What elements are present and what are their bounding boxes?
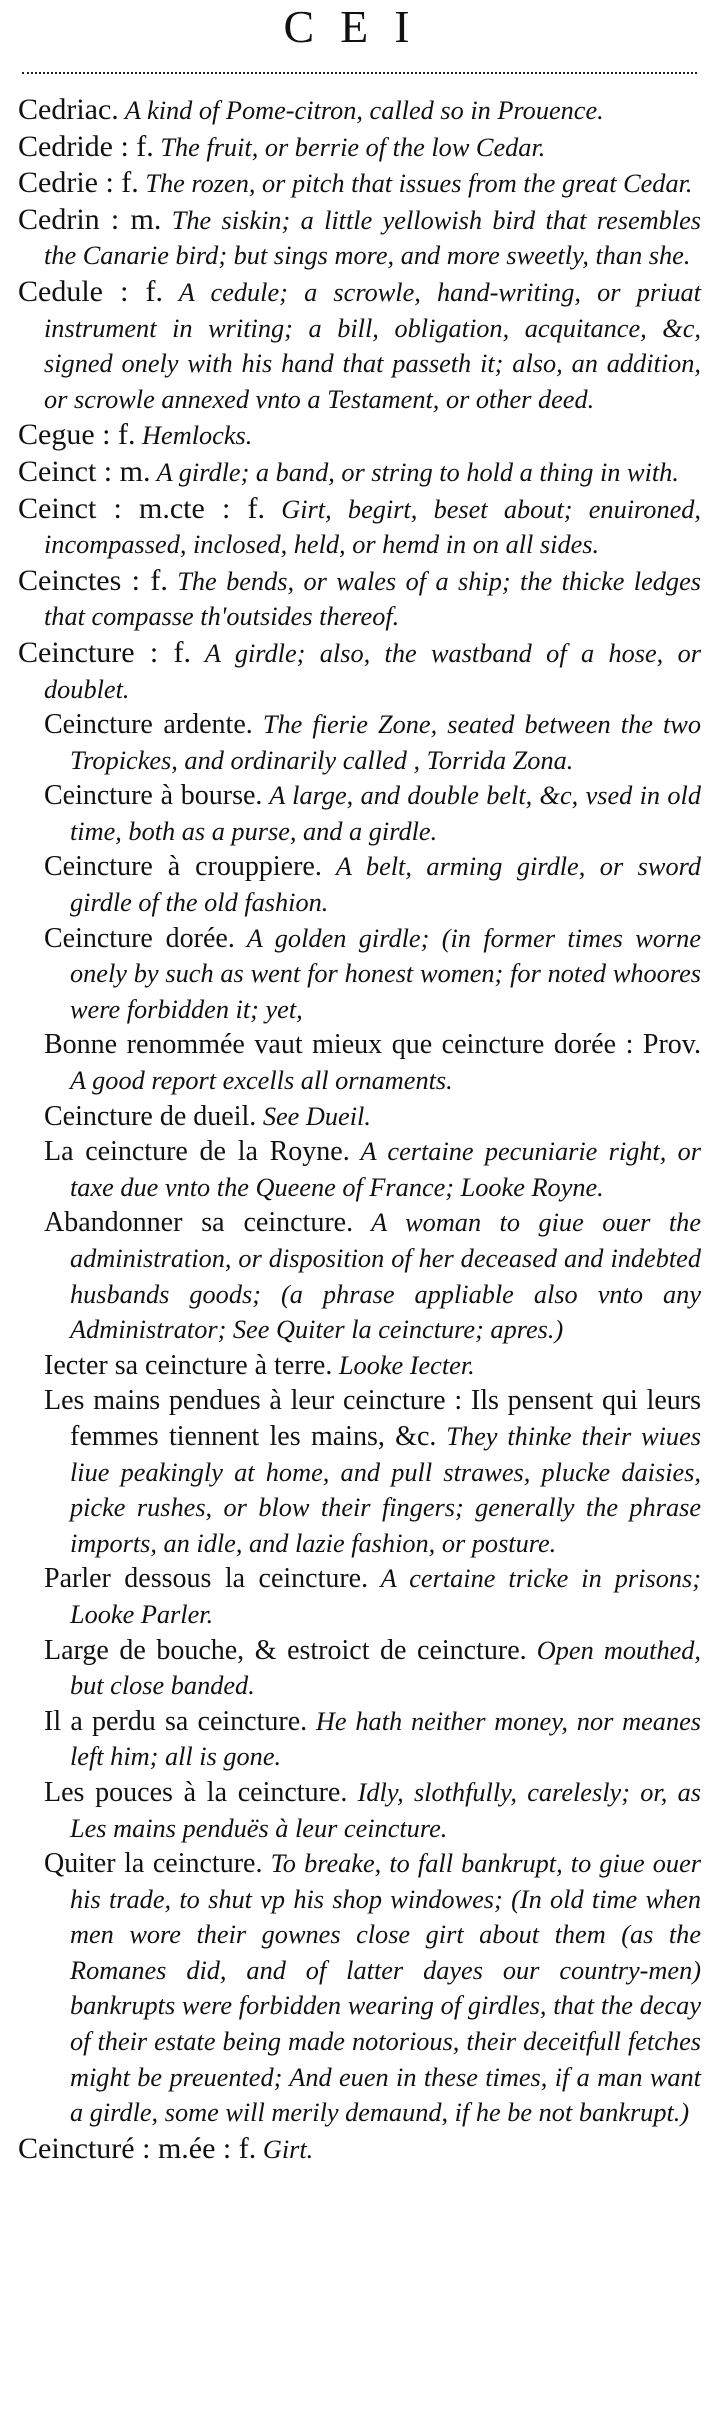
entry-headword: Abandonner sa ceincture.: [44, 1207, 354, 1239]
entry-headword: Ceincture de dueil.: [44, 1100, 257, 1132]
entry-definition: A cedule; a scrowle, hand-writing, or priuat instrument in writing; a bill, obligation, acquitance, &c, signed onely with his hand that passeth it; also, an addition, or scrowle annexed vnto a Testament, or other deed.: [44, 277, 701, 414]
dictionary-entry: [18, 454, 701, 491]
entry-headword: Ceinctes : f.: [18, 563, 168, 597]
entry-headword: Ceincture dorée.: [44, 922, 235, 954]
entry-definition: Open mouthed, but close banded.: [70, 1635, 702, 1701]
entry-definition: Hemlocks.: [135, 421, 253, 451]
dictionary-entry: [18, 491, 701, 563]
sub-entry: [18, 1027, 701, 1098]
sub-entry: [18, 1099, 701, 1135]
entry-headword: Les pouces à la ceincture.: [44, 1776, 348, 1808]
sub-entry: [18, 1846, 701, 2131]
entry-definition: He hath neither money, nor meanes left him; all is gone.: [70, 1706, 701, 1772]
sub-entry: [18, 921, 701, 1028]
entry-definition: The bends, or wales of a ship; the thicke ledges that compasse th'outsides thereof.: [44, 566, 701, 632]
entry-headword: Cedrin : m.: [18, 202, 162, 236]
entry-definition: Girt, begirt, beset about; enuironed, incompassed, inclosed, held, or hemd in on all sides.: [44, 494, 701, 560]
entry-definition: A woman to giue ouer the administration, or disposition of her deceased and indebted husbands goods; (a phrase appliable also vnto any Administrator; See Quiter la ceincture; apres.): [70, 1208, 701, 1345]
sub-entry: [18, 1134, 701, 1205]
sub-entry: [18, 1561, 701, 1632]
sub-entry: [18, 1633, 701, 1704]
entry-headword: Ceinct : m.: [18, 454, 151, 488]
entry-definition: A large, and double belt, &c, vsed in old time, both as a purse, and a girdle.: [70, 781, 701, 846]
entry-definition: A certaine tricke in prisons; Looke Parler.: [70, 1564, 701, 1629]
entry-definition: A kind of Pome-citron, called so in Prouence.: [118, 96, 604, 125]
sub-entry: [18, 1704, 701, 1775]
entry-headword: Ceincture à bourse.: [44, 780, 263, 812]
entry-headword: Quiter la ceincture.: [44, 1848, 263, 1880]
entry-definition: See Dueil.: [256, 1101, 371, 1131]
dictionary-entry: [18, 92, 701, 129]
sub-entry: [18, 849, 701, 920]
entry-list: [18, 74, 701, 2167]
dictionary-entry: [18, 563, 701, 635]
sub-entry: [18, 1348, 701, 1384]
entry-headword: Cegue : f.: [18, 418, 136, 452]
sub-entry: [18, 707, 701, 778]
entry-headword: Ceincture : f.: [18, 635, 191, 669]
entry-headword: Cedride : f.: [18, 129, 154, 163]
entry-headword: Iecter sa ceincture à terre.: [44, 1349, 333, 1381]
entry-definition: Idly, slothfully, carelesly; or, as Les mains penduës à leur ceincture.: [70, 1777, 701, 1843]
sub-entry: [18, 1383, 701, 1561]
dictionary-entry: [18, 274, 701, 417]
entry-definition: The siskin; a little yellowish bird that resembles the Canarie bird; but sings more, and more sweetly, than she.: [44, 205, 701, 271]
entry-headword: Ceincture à crouppiere.: [44, 851, 322, 883]
entry-definition: A golden girdle; (in former times worne onely by such as went for honest women; for noted whoores were forbidden it; yet,: [70, 923, 701, 1024]
entry-definition: A certaine pecuniarie right, or taxe due vnto the Queene of France; Looke Royne.: [70, 1137, 701, 1202]
entry-headword: Large de bouche, & estroict de ceincture.: [44, 1634, 527, 1666]
dictionary-entry: [18, 2131, 701, 2168]
entry-headword: Ceincture ardente.: [44, 709, 253, 741]
dictionary-entry: [18, 417, 701, 454]
dictionary-entry: [18, 202, 701, 274]
entry-definition: To breake, to fall bankrupt, to giue ouer his trade, to shut vp his shop windowes; (In old time when men wore their gownes close girt about them (as the Romanes did, and of latter dayes our country-men) bankrupts were forbidden wearing of girdles, that the decay of their estate being made notorious, their deceitfull fetches might be preuented; And euen in these times, if a man want a girdle, some will merily demaund, if he be not bankrupt.): [70, 1849, 701, 2128]
entry-headword: Cedule : f.: [18, 274, 164, 308]
sub-entry: [18, 1775, 701, 1846]
entry-headword: Cedrie : f.: [18, 166, 139, 200]
entry-definition: They thinke their wiues liue peakingly at home, and pull strawes, plucke daisies, picke rushes, or blow their fingers; generally the phrase imports, an idle, and lazie fashion, or posture.: [70, 1421, 701, 1558]
entry-headword: Il a perdu sa ceincture.: [44, 1705, 308, 1737]
entry-definition: A girdle; also, the wastband of a hose, or doublet.: [44, 638, 701, 704]
entry-headword: Ceincturé : m.ée : f.: [18, 2131, 257, 2165]
entry-definition: Looke Iecter.: [332, 1350, 475, 1380]
entry-definition: Girt.: [256, 2134, 314, 2164]
entry-headword: La ceincture de la Royne.: [44, 1136, 350, 1168]
entry-definition: A good report excells all ornaments.: [70, 1066, 453, 1096]
sub-entry: [18, 1205, 701, 1347]
entry-definition: The fruit, or berrie of the low Cedar.: [153, 132, 546, 162]
entry-definition: The rozen, or pitch that issues from the great Cedar.: [138, 169, 693, 199]
entry-headword: Bonne renommée vaut mieux que ceincture dorée : Prov.: [44, 1029, 701, 1061]
entry-definition: A belt, arming girdle, or sword girdle of the old fashion.: [70, 852, 701, 918]
dictionary-entry: [18, 165, 701, 202]
dictionary-entry: [18, 129, 701, 166]
entry-headword: Parler dessous la ceincture.: [44, 1563, 369, 1595]
entry-definition: The fierie Zone, seated between the two Tropickes, and ordinarily called , Torrida Zona.: [70, 710, 701, 775]
entry-headword: Cedriac.: [18, 93, 119, 126]
sub-entry: [18, 778, 701, 849]
dictionary-entry: [18, 635, 701, 707]
running-head: CEI: [283, 1, 436, 52]
entry-headword: Ceinct : m.cte : f.: [18, 491, 265, 525]
entry-definition: A girdle; a band, or string to hold a thing in with.: [150, 457, 679, 487]
entry-headword: Les mains pendues à leur ceincture : Ils pensent qui leurs femmes tiennent les mains, &c.: [44, 1385, 701, 1452]
